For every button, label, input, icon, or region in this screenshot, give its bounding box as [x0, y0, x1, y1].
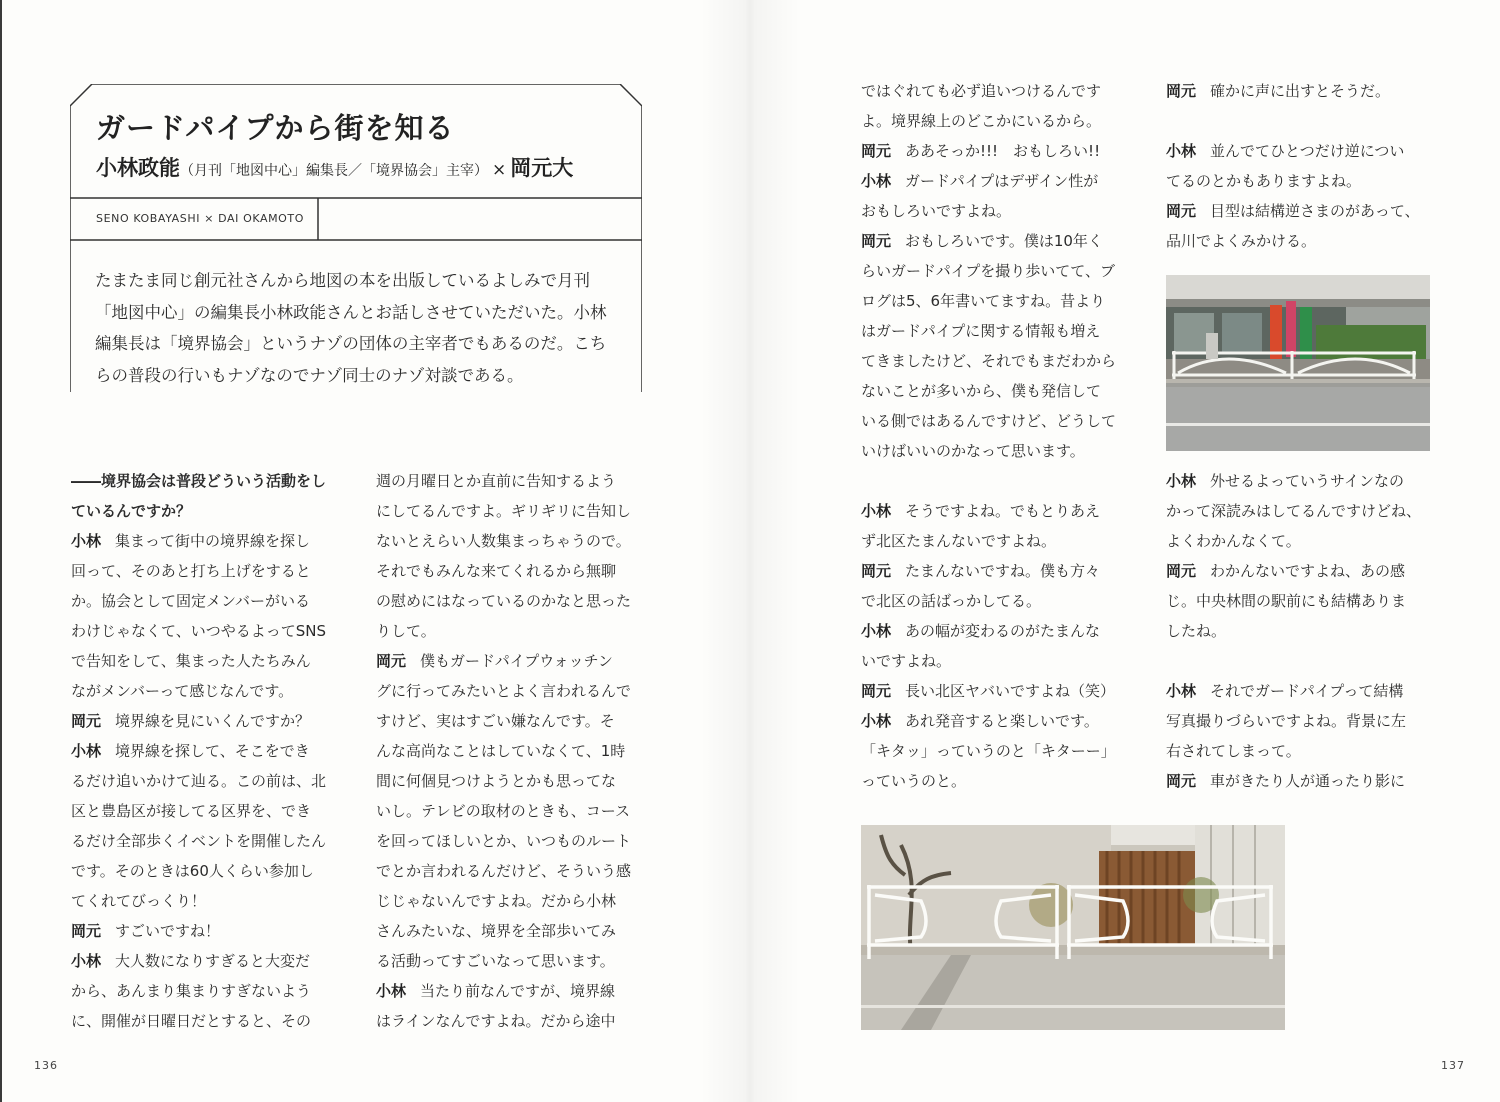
speaker-label: 小林	[1166, 682, 1197, 700]
text-line	[376, 556, 644, 586]
line-text: おもしろいです。僕は10年く	[905, 232, 1103, 250]
line-text: る活動ってすごいなって思います。	[376, 952, 615, 970]
line-text: さんみたいな、境界を全部歩いてみ	[376, 922, 617, 940]
text-line	[1166, 736, 1434, 766]
text-line	[376, 736, 644, 766]
line-text: の慰めにはなっているのかなと思った	[376, 592, 632, 610]
line-text: いる側ではあるんですけど、どうして	[861, 412, 1117, 430]
text-line	[861, 346, 1129, 376]
text-line	[376, 676, 644, 706]
times-mark: ×	[492, 160, 507, 180]
text-line	[861, 646, 1129, 676]
text-line	[376, 646, 644, 676]
line-text: はガードパイプに関する情報も増え	[861, 322, 1101, 340]
blank-line	[1166, 106, 1434, 136]
line-text: らいガードパイプを撮り歩いてて、ブ	[861, 262, 1115, 280]
line-text: にしてるんですよ。ギリギリに告知し	[376, 502, 632, 520]
text-line	[71, 466, 341, 496]
page-edge	[0, 0, 2, 1102]
speaker-label: 岡元	[71, 712, 102, 730]
text-line	[861, 676, 1129, 706]
text-line	[861, 376, 1129, 406]
line-text: てきましたけど、それでもまだわから	[861, 352, 1117, 370]
line-text: 週の月曜日とか直前に告知するよう	[376, 472, 617, 490]
text-line	[71, 796, 341, 826]
text-line	[376, 586, 644, 616]
text-line	[1166, 196, 1434, 226]
text-line	[71, 526, 341, 556]
line-text: るだけ全部歩くイベントを開催したん	[71, 832, 327, 850]
text-line	[71, 556, 341, 586]
line-text: じじゃないんですよね。だから小林	[376, 892, 617, 910]
line-text: で北区の話ばっかしてる。	[861, 592, 1042, 610]
text-line	[376, 886, 644, 916]
text-line	[376, 826, 644, 856]
text-line	[1166, 76, 1434, 106]
text-line	[71, 856, 341, 886]
title-frame	[70, 84, 642, 392]
text-line	[861, 616, 1129, 646]
text-line	[71, 826, 341, 856]
text-line	[861, 556, 1129, 586]
page-number-left: 136	[34, 1059, 58, 1072]
text-line	[861, 766, 1129, 796]
text-line	[376, 916, 644, 946]
line-text: 品川でよくみかける。	[1166, 232, 1317, 250]
text-line	[1166, 136, 1434, 166]
line-text: じ。中央林間の駅前にも結構ありま	[1166, 592, 1407, 610]
line-text: そうですよね。でもとりあえ	[905, 502, 1101, 520]
line-text: はラインなんですよね。だから途中	[376, 1012, 616, 1030]
line-text: かって深読みはしてるんですけどね、	[1166, 502, 1422, 520]
line-text: ないことが多いから、僕も発信して	[861, 382, 1102, 400]
speaker-label: 小林	[71, 742, 102, 760]
text-column-1	[71, 466, 341, 1036]
text-line	[1166, 706, 1434, 736]
line-text: ああそっか!!! おもしろい!!	[905, 142, 1101, 160]
line-text: わかんないですよね、あの感	[1210, 562, 1406, 580]
line-text: おもしろいですよね。	[861, 202, 1012, 220]
text-line	[71, 1006, 341, 1036]
line-text: か。協会として固定メンバーがいる	[71, 592, 310, 610]
text-line	[1166, 226, 1434, 256]
line-text: ガードパイプはデザイン性が	[905, 172, 1099, 190]
romaji-times: ×	[204, 212, 215, 225]
text-line	[1166, 616, 1434, 646]
line-text: るだけ追いかけて辿る。この前は、北	[71, 772, 327, 790]
text-line	[861, 586, 1129, 616]
line-text: 並んでてひとつだけ逆につい	[1210, 142, 1405, 160]
text-line	[376, 496, 644, 526]
line-text: 目型は結構逆さまのがあって、	[1210, 202, 1420, 220]
line-text: 当たり前なんですが、境界線	[420, 982, 616, 1000]
line-text: よくわかんなくて。	[1166, 532, 1301, 550]
line-text: よ。境界線上のどこかにいるから。	[861, 112, 1102, 130]
line-text: それでもみんな来てくれるから無聊	[376, 562, 617, 580]
text-line	[376, 526, 644, 556]
line-text: から、あんまり集まりすぎないよう	[71, 982, 312, 1000]
text-line	[861, 136, 1129, 166]
guest-role: （月刊「地図中心」編集長／「境界協会」主宰）	[180, 163, 488, 179]
speaker-label: 岡元	[376, 652, 407, 670]
line-text: あれ発音すると楽しいです。	[905, 712, 1099, 730]
text-line	[71, 706, 341, 736]
text-line	[376, 766, 644, 796]
line-text: ず北区たまんないですよね。	[861, 532, 1057, 550]
text-line	[71, 946, 341, 976]
text-line	[861, 226, 1129, 256]
text-line	[376, 856, 644, 886]
line-text: でとか言われるんだけど、そういう感	[376, 862, 632, 880]
line-text: 長い北区ヤバいですよね（笑）	[905, 682, 1116, 700]
line-text: すけど、実はすごい嫌なんです。そ	[376, 712, 615, 730]
line-text: ではぐれても必ず追いつけるんです	[861, 82, 1102, 100]
blank-line	[861, 466, 1129, 496]
text-column-2	[376, 466, 644, 1036]
line-text: ログは5、6年書いてますね。昔より	[861, 292, 1106, 310]
text-line	[71, 586, 341, 616]
text-line	[376, 706, 644, 736]
line-text: いけばいいのかなって思います。	[861, 442, 1085, 460]
text-line	[71, 916, 341, 946]
speaker-label: 小林	[861, 622, 892, 640]
speaker-label: 岡元	[861, 232, 892, 250]
text-line	[861, 106, 1129, 136]
text-line	[376, 616, 644, 646]
text-line	[861, 286, 1129, 316]
line-text: です。そのときは60人くらい参加し	[71, 862, 314, 880]
line-text: グに行ってみたいとよく言われるんで	[376, 682, 632, 700]
text-line	[376, 466, 644, 496]
guardpipe-photo-storefront	[1166, 275, 1430, 451]
text-line	[1166, 166, 1434, 196]
line-text: わけじゃなくて、いつやるよってSNS	[71, 622, 326, 640]
line-text: 確かに声に出すとそうだ。	[1210, 82, 1391, 100]
text-line	[71, 496, 341, 526]
line-text: ているんですか？	[71, 502, 192, 520]
text-line	[1166, 496, 1434, 526]
speaker-label: 岡元	[1166, 772, 1197, 790]
line-text: んな高尚なことはしていなくて、1時	[376, 742, 626, 760]
text-line	[1166, 766, 1434, 796]
speaker-label: 岡元	[861, 682, 892, 700]
speaker-label: 小林	[71, 952, 102, 970]
speaker-label: 岡元	[1166, 82, 1197, 100]
line-text: で告知をして、集まった人たちみん	[71, 652, 311, 670]
storefront-photo	[1166, 275, 1430, 451]
speaker-label: 岡元	[71, 922, 102, 940]
speaker-label: 小林	[861, 712, 892, 730]
text-line	[1166, 466, 1434, 496]
line-text: 大人数になりすぎると大変だ	[115, 952, 311, 970]
text-line	[1166, 586, 1434, 616]
romaji-names	[96, 212, 304, 225]
text-line	[71, 646, 341, 676]
blank-line	[1166, 646, 1434, 676]
line-text: 僕もガードパイプウォッチン	[420, 652, 613, 670]
line-text: りして。	[376, 622, 436, 640]
text-line	[861, 196, 1129, 226]
text-line	[71, 736, 341, 766]
text-line	[861, 436, 1129, 466]
line-text: ――境界協会は普段どういう活動をし	[71, 472, 327, 490]
line-text: 区と豊島区が接してる区界を、でき	[71, 802, 312, 820]
text-line	[71, 616, 341, 646]
page-number-right: 137	[1441, 1059, 1465, 1072]
line-text: っていうのと。	[861, 772, 967, 790]
line-text: あの幅が変わるのがたまんな	[905, 622, 1101, 640]
text-line	[71, 976, 341, 1006]
lead-paragraph: たまたま同じ創元社さんから地図の本を出版しているよしみで月刊「地図中心」の編集長小林政能さんとお話しさせていただいた。小林編集長は「境界協会」というナゾの団体の主宰者でもあるのだ。こちらの普段の行いもナゾなのでナゾ同士のナゾ対談である。	[95, 271, 607, 385]
line-text: 写真撮りづらいですよね。背景に左	[1166, 712, 1407, 730]
speaker-label: 小林	[71, 532, 102, 550]
speaker-label: 小林	[376, 982, 407, 1000]
text-line	[376, 796, 644, 826]
line-text: いし。テレビの取材のときも、コース	[376, 802, 630, 820]
line-text: 車がきたり人が通ったり影に	[1210, 772, 1406, 790]
text-line	[1166, 676, 1434, 706]
text-line	[861, 496, 1129, 526]
gutter-shade	[700, 0, 800, 1102]
line-text: てくれてびっくり！	[71, 892, 207, 910]
text-line	[376, 1006, 644, 1036]
romaji-guest: SENO KOBAYASHI	[96, 212, 201, 225]
text-line	[861, 706, 1129, 736]
speaker-label: 岡元	[861, 142, 892, 160]
line-text: てるのとかもありますよね。	[1166, 172, 1362, 190]
text-line	[1166, 526, 1434, 556]
line-text: それでガードパイプって結構	[1210, 682, 1404, 700]
line-text: 回って、そのあと打ち上げをすると	[71, 562, 311, 580]
text-line	[861, 166, 1129, 196]
text-line	[861, 526, 1129, 556]
text-line	[861, 406, 1129, 436]
line-text: すごいですね！	[115, 922, 221, 940]
text-line	[861, 316, 1129, 346]
speaker-label: 小林	[1166, 472, 1197, 490]
line-text: ないとえらい人数集まっちゃうので。	[376, 532, 631, 550]
speaker-label: 小林	[861, 172, 892, 190]
text-line	[376, 976, 644, 1006]
line-text: 外せるよっていうサインなの	[1210, 472, 1404, 490]
article-title: ガードパイプから街を知る	[96, 111, 455, 145]
guardpipe-photo-wall	[861, 825, 1285, 1030]
line-text: に、開催が日曜日だとすると、その	[71, 1012, 312, 1030]
speaker-label: 小林	[1166, 142, 1197, 160]
text-line	[1166, 556, 1434, 586]
text-line	[376, 946, 644, 976]
line-text: たまんないですね。僕も方々	[905, 562, 1101, 580]
speaker-label: 岡元	[1166, 562, 1197, 580]
line-text: 境界線を探して、そこをでき	[115, 742, 310, 760]
guest-name: 小林政能	[96, 156, 180, 180]
line-text: 「キタッ」っていうのと「キターー」	[861, 742, 1116, 760]
text-line	[861, 256, 1129, 286]
article-subtitle	[96, 152, 573, 182]
speaker-label: 岡元	[861, 562, 892, 580]
line-text: 間に何個見つけようとかも思ってな	[376, 772, 617, 790]
text-line	[71, 886, 341, 916]
line-text: したね。	[1166, 622, 1227, 640]
text-line	[861, 736, 1129, 766]
romaji-host: DAI OKAMOTO	[218, 212, 305, 225]
speaker-label: 小林	[861, 502, 892, 520]
host-name: 岡元大	[510, 156, 574, 180]
line-text: 右されてしまって。	[1166, 742, 1301, 760]
line-text: ながメンバーって感じなんです。	[71, 682, 294, 700]
line-text: を回ってほしいとか、いつものルート	[376, 832, 632, 850]
text-line	[71, 766, 341, 796]
text-line	[861, 76, 1129, 106]
line-text: いですよね。	[861, 652, 952, 670]
text-column-3	[861, 76, 1129, 796]
wall-photo	[861, 825, 1285, 1030]
line-text: 境界線を見にいくんですか？	[115, 712, 311, 730]
text-line	[71, 676, 341, 706]
speaker-label: 岡元	[1166, 202, 1197, 220]
line-text: 集まって街中の境界線を探し	[115, 532, 311, 550]
